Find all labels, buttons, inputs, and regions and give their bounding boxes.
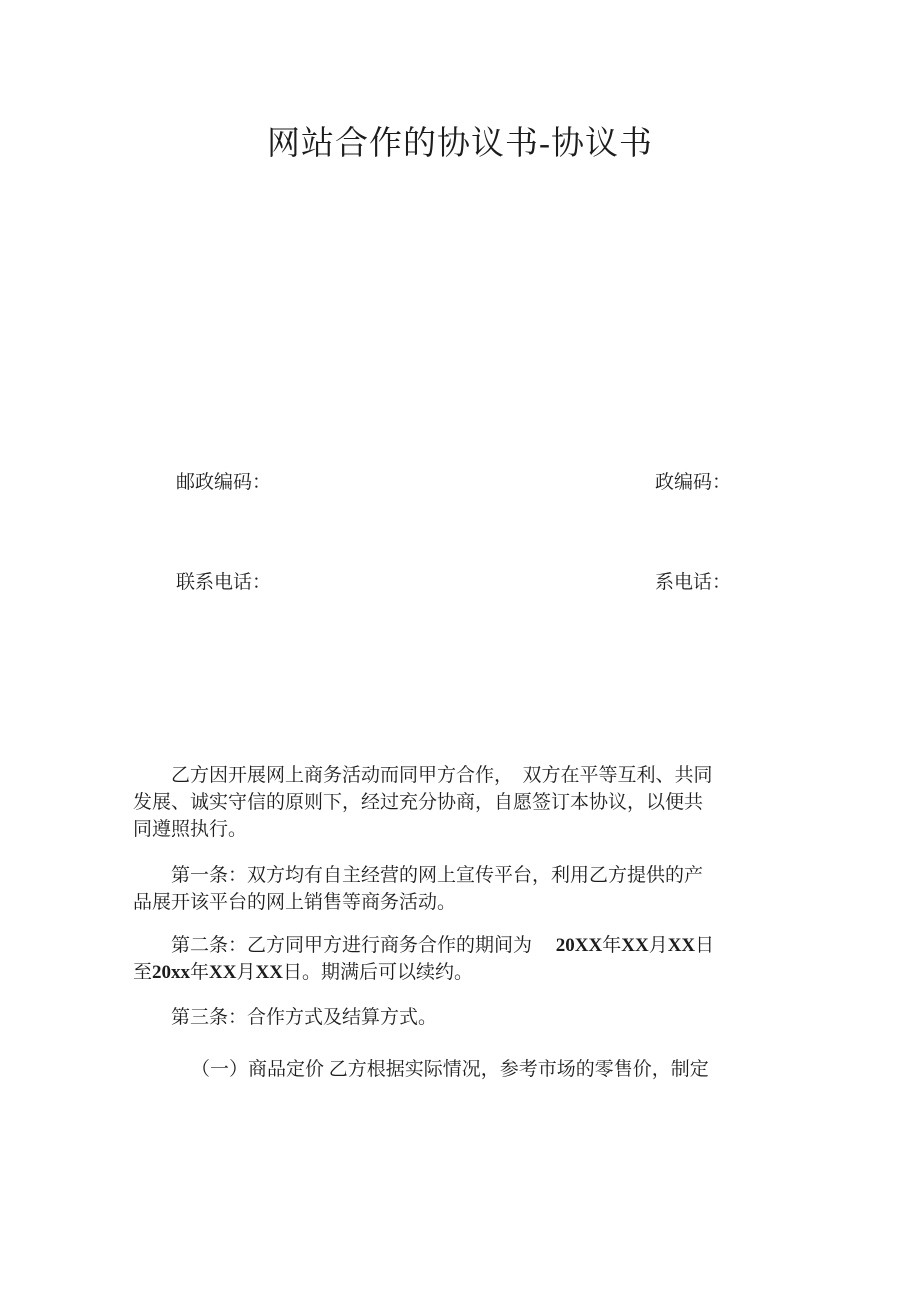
text-run: 同遵照执行。 <box>133 819 248 840</box>
text-run: 日 <box>282 962 302 983</box>
date-placeholder-text: 20XX <box>555 935 603 956</box>
text-run: 至 <box>133 962 153 983</box>
paragraph-line <box>133 932 753 959</box>
paragraph-article-3 <box>133 1004 753 1031</box>
text-run: 第二条：乙方同甲方进行商务合作的期间为 <box>171 935 556 956</box>
text-run: 第三条：合作方式及结算方式。 <box>171 1007 438 1028</box>
text-run: （一）商品定价 乙方根据实际情况，参考市场的零售价，制定 <box>191 1059 709 1080</box>
paragraph-line <box>133 1056 753 1083</box>
date-placeholder-text: 20xx <box>152 962 191 983</box>
text-run: 发展、诚实守信的原则下，经过充分协商，自愿签订本协议，以便共 <box>133 792 704 813</box>
text-run: 乙方因开展网上商务活动而同甲方合作， 双方在平等互利、共同 <box>171 765 713 786</box>
paragraph-line <box>133 889 753 916</box>
text-run: 第一条：双方均有自主经营的网上宣传平台，利用乙方提供的产 <box>171 865 704 886</box>
date-placeholder-text: XX <box>621 935 649 956</box>
paragraph-line <box>133 789 753 816</box>
paragraph-intro <box>133 762 753 843</box>
phone-row <box>0 570 920 596</box>
text-run: 年 <box>602 935 622 956</box>
paragraph-line <box>133 959 753 986</box>
text-run: 月 <box>648 935 668 956</box>
text-run: 年 <box>190 962 210 983</box>
postal-code-row <box>0 470 920 496</box>
date-placeholder-text: XX <box>255 962 283 983</box>
postal-code-label-truncated: 政编码： <box>655 472 732 493</box>
paragraph-article-2 <box>133 932 753 986</box>
paragraph-line <box>133 1004 753 1031</box>
paragraph-article-1 <box>133 862 753 916</box>
date-placeholder-text: XX <box>209 962 237 983</box>
paragraph-clause-1 <box>133 1056 753 1083</box>
paragraph-line <box>133 816 753 843</box>
text-run: 品展开该平台的网上销售等商务活动。 <box>133 892 457 913</box>
paragraph-line <box>133 862 753 889</box>
postal-code-label: 邮政编码： <box>176 472 272 493</box>
document-title: 网站合作的协议书-协议书 <box>267 126 653 162</box>
phone-label-truncated: 系电话： <box>655 572 732 593</box>
text-run: 。期满后可以续约。 <box>301 962 473 983</box>
text-run: 月 <box>236 962 256 983</box>
phone-label: 联系电话： <box>176 572 272 593</box>
date-placeholder-text: XX <box>667 935 696 956</box>
paragraph-line <box>133 762 753 789</box>
text-run: 日 <box>695 935 715 956</box>
